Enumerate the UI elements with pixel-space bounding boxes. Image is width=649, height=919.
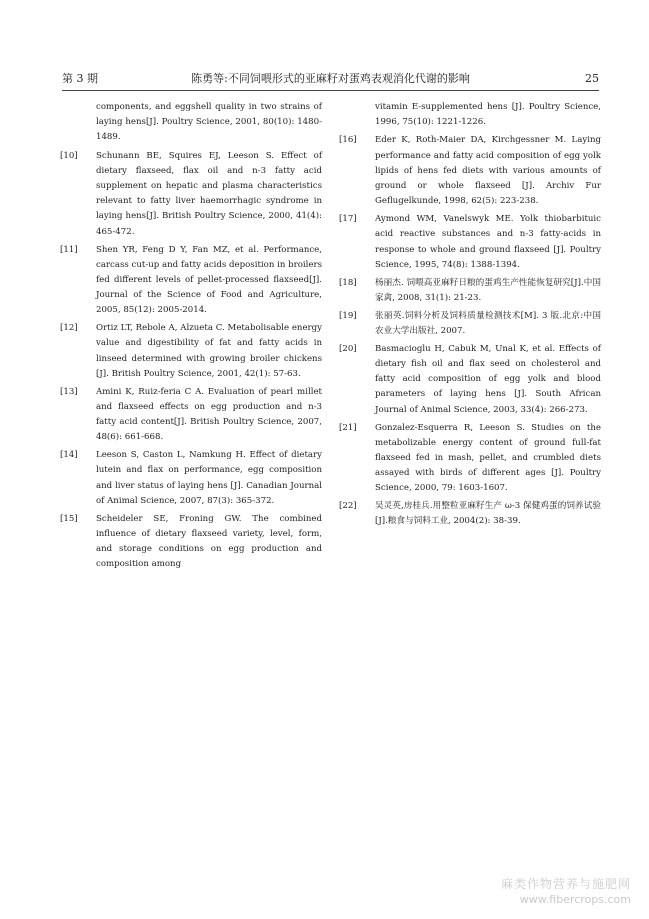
reference-continuation xyxy=(339,100,601,130)
reference-number: [22] xyxy=(339,501,357,512)
reference-text: Schunann BE, Squires EJ, Leeson S. Effect of dietary flaxseed, flax oil and n-3 fatty acid supplement on hepatic and plasma characteristics relevant to fatty liver haemorrhagic syndrome in laying hens[J]. British Poultry Science, 2000, 41(4): 465-472. xyxy=(96,150,322,237)
reference-number: [20] xyxy=(339,343,357,354)
reference-text: Eder K, Roth-Maier DA, Kirchgessner M. Laying performance and fatty acid composition of egg yolk lipids of hens fed diets with various amounts of ground or whole flaxseed [J]. Archiv Fur Geflugelkunde, 1998, 62(5): 223-238. xyxy=(375,135,601,207)
header-rule xyxy=(62,90,599,91)
reference-number: [21] xyxy=(339,422,357,433)
site-watermark xyxy=(501,877,631,907)
reference-number: [11] xyxy=(60,244,78,255)
reference-text: 吴灵英,房桂兵.用整粒亚麻籽生产 ω-3 保健鸡蛋的饲养试验[J].粮食与饲料工业, 2004(2): 38-39. xyxy=(375,501,601,527)
reference-text: Gonzalez-Esquerra R, Leeson S. Studies on the metabolizable energy content of ground full-fat flaxseed fed in mash, pellet, and crumbled diets assayed with birds of different ages [J]. Poultry Science, 2000, 79: 1603-1607. xyxy=(375,422,601,494)
reference-11 xyxy=(60,243,322,319)
reference-19 xyxy=(339,309,601,339)
reference-number: [18] xyxy=(339,277,357,288)
reference-14 xyxy=(60,448,322,509)
watermark-site-name: 麻类作物营养与施肥网 xyxy=(500,877,631,891)
reference-text: 张丽英.饲料分析及饲料质量检测技术[M]. 3 版.北京:中国农业大学出版社, 2007. xyxy=(375,310,601,336)
reference-15 xyxy=(60,512,322,573)
right-column xyxy=(339,100,601,532)
reference-text: vitamin E-supplemented hens [J]. Poultry Science, 1996, 75(10): 1221-1226. xyxy=(375,102,601,128)
reference-text: components, and eggshell quality in two strains of laying hens[J]. Poultry Science, 2001, 80(10): 1480-1489. xyxy=(96,102,322,143)
reference-10 xyxy=(60,149,322,240)
reference-text: 杨丽杰. 饲喂高亚麻籽日粮的蛋鸡生产性能恢复研究[J].中国家禽, 2008, 31(1): 21-23. xyxy=(375,277,601,303)
reference-16 xyxy=(339,133,601,209)
page-number: 25 xyxy=(585,72,599,85)
reference-number: [15] xyxy=(60,513,78,524)
reference-number: [13] xyxy=(60,386,78,397)
reference-text: Shen YR, Feng D Y, Fan MZ, et al. Performance, carcass cut-up and fatty acids deposition in broilers fed different levels of pellet-processed flaxseed[J]. Journal of the Science of Food and Agriculture, 2005, 85(12): 2005-2014. xyxy=(96,244,322,316)
reference-17 xyxy=(339,212,601,273)
reference-21 xyxy=(339,421,601,497)
reference-number: [19] xyxy=(339,310,357,321)
issue-number: 第 3 期 xyxy=(62,72,98,85)
reference-text: Leeson S, Caston L, Namkung H. Effect of dietary lutein and flax on performance, egg composition and liver status of laying hens [J]. Canadian Journal of Animal Science, 2007, 87(3): 365-372. xyxy=(96,450,322,506)
reference-number: [16] xyxy=(339,135,357,146)
left-column xyxy=(60,100,322,575)
reference-12 xyxy=(60,321,322,382)
reference-text: Scheideler SE, Froning GW. The combined influence of dietary flaxseed variety, level, form, and storage conditions on egg production and composition among xyxy=(96,513,322,570)
reference-number: [17] xyxy=(339,214,357,225)
reference-text: Ortiz LT, Rebole A, Alzueta C. Metabolisable energy value and digestibility of fat and fatty acids in linseed determined with growing broiler chickens [J]. British Poultry Science, 2001, 42(1): 57-63. xyxy=(96,323,322,379)
reference-number: [10] xyxy=(60,150,78,161)
watermark-url: www.fibercrops.com xyxy=(519,893,631,906)
reference-text: Aymond WM, Vanelswyk ME. Yolk thiobarbituic acid reactive substances and n-3 fatty-acids in response to whole and ground flaxseed [J]. Poultry Science, 1995, 74(8): 1388-1394. xyxy=(375,214,601,270)
reference-22 xyxy=(339,499,601,529)
running-header xyxy=(62,70,599,88)
reference-18 xyxy=(339,276,601,306)
reference-13 xyxy=(60,385,322,446)
reference-20 xyxy=(339,342,601,418)
reference-number: [12] xyxy=(60,323,78,334)
reference-continuation xyxy=(60,100,322,146)
reference-text: Basmacioglu H, Cabuk M, Unal K, et al. Effects of dietary fish oil and flax seed on cholesterol and fatty acid composition of egg yolk and blood parameters of laying hens [J]. South African Journal of Animal Science, 2003, 33(4): 266-273. xyxy=(375,343,601,415)
reference-text: Amini K, Ruiz-feria C A. Evaluation of pearl millet and flaxseed effects on egg production and n-3 fatty acid content[J]. British Poultry Science, 2007, 48(6): 661-668. xyxy=(96,386,322,443)
running-title: 陈勇等:不同饲喂形式的亚麻籽对蛋鸡表观消化代谢的影响 xyxy=(191,72,470,85)
reference-number: [14] xyxy=(60,450,78,461)
